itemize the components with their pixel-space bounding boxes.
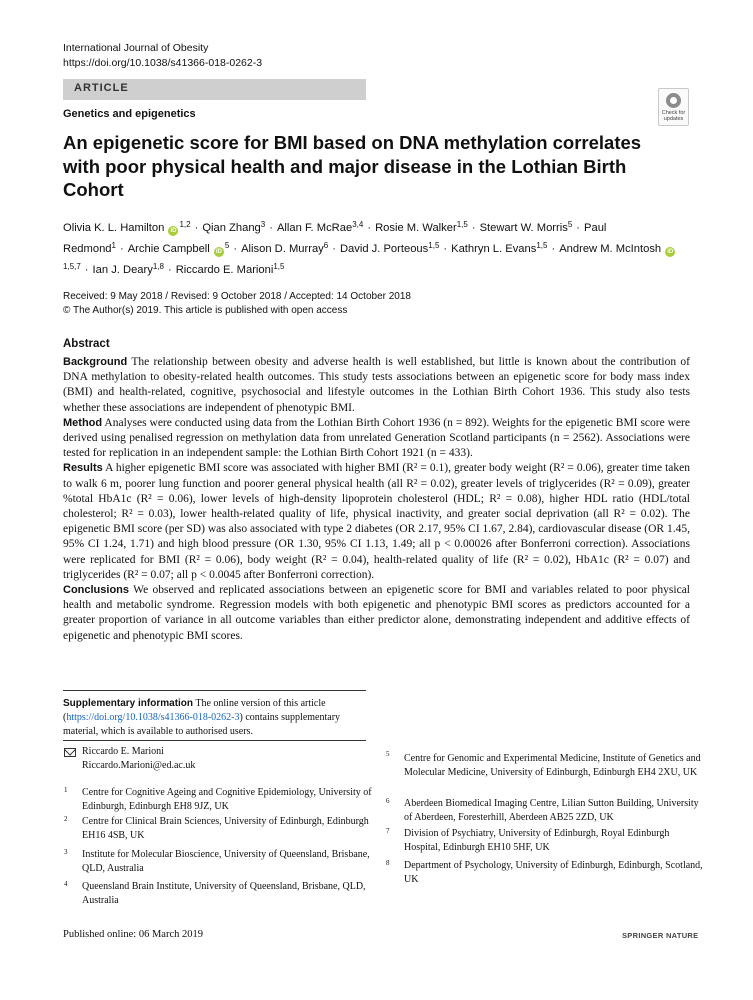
history-dates: Received: 9 May 2018 / Revised: 9 October 2018 / Accepted: 14 October 2018 [63, 291, 411, 302]
author-affiliation-ref: 1 [111, 241, 116, 250]
author-name[interactable]: Paul Redmond [63, 222, 607, 255]
affiliation-number: 1 [64, 786, 68, 794]
author-separator: · [167, 264, 172, 276]
article-title: An epigenetic score for BMI based on DNA methylation correlates with poor physical health and major disease in the Lothian Birth Cohort [63, 132, 642, 200]
affiliation-text: Department of Psychology, University of Edinburgh, Edinburgh, Scotland, UK [404, 860, 703, 885]
affiliation-text: Queensland Brain Institute, University of Queensland, Brisbane, QLD, Australia [82, 881, 366, 906]
affiliation-number: 7 [386, 827, 390, 835]
author-list [63, 216, 703, 279]
affiliation-number: 3 [64, 848, 68, 856]
author-name[interactable]: Qian Zhang [202, 222, 261, 234]
author-name[interactable]: Archie Campbell [127, 243, 210, 255]
author-name[interactable]: Stewart W. Morris [479, 222, 568, 234]
author-separator: · [233, 243, 238, 255]
footnote-divider [63, 740, 366, 741]
author-name[interactable]: Andrew M. McIntosh [559, 243, 662, 255]
author-name[interactable]: David J. Porteous [339, 243, 429, 255]
affiliation-text: Aberdeen Biomedical Imaging Centre, Lilian Sutton Building, University of Aberdeen, Foresterhill, Aberdeen AB25 2ZD, UK [404, 798, 699, 823]
affiliation-number: 2 [64, 815, 68, 823]
author-separator: · [367, 222, 372, 234]
author-affiliation-ref: 5 [224, 241, 230, 250]
affiliation-number: 5 [386, 750, 390, 758]
author-name[interactable]: Alison D. Murray [241, 243, 324, 255]
affiliation-number: 4 [64, 880, 68, 888]
author-name[interactable]: Ian J. Deary [92, 264, 153, 276]
author-name[interactable]: Kathryn L. Evans [451, 243, 537, 255]
author-affiliation-ref: 5 [567, 220, 573, 229]
abstract-body [63, 355, 690, 644]
author-affiliation-ref: 1,8 [152, 262, 164, 271]
author-affiliation-ref: 1,5 [428, 241, 440, 250]
author-name[interactable]: Olivia K. L. Hamilton [63, 222, 165, 234]
author-affiliation-ref: 3 [260, 220, 266, 229]
author-separator: · [443, 243, 448, 255]
abstract-label: Results [63, 462, 103, 475]
supplementary-label: Supplementary information [63, 698, 194, 709]
publisher-logo: SPRINGER NATURE [622, 931, 699, 940]
envelope-icon [64, 748, 76, 757]
abstract-label: Conclusions [63, 584, 130, 597]
author-affiliation-ref: 3,4 [352, 220, 364, 229]
affiliation-number: 6 [386, 797, 390, 805]
abstract-method [63, 416, 690, 462]
check-for-updates-badge[interactable] [658, 88, 689, 126]
author-name[interactable]: Riccardo E. Marioni [175, 264, 274, 276]
author-separator: · [119, 243, 124, 255]
supplementary-info [63, 697, 368, 739]
abstract-label: Background [63, 356, 128, 368]
supplementary-text: ) contains supplementary material, which is available to authorised users. [63, 712, 341, 737]
author-separator: · [84, 264, 89, 276]
abstract-results [63, 461, 690, 583]
section-label: Genetics and epigenetics [63, 108, 196, 120]
supplementary-text: The online version of this article ( [63, 698, 326, 723]
author-affiliation-ref: 1,5 [456, 220, 468, 229]
abstract-background [63, 355, 690, 416]
author-affiliation-ref: 6 [323, 241, 329, 250]
doi-link[interactable]: https://doi.org/10.1038/s41366-018-0262-3 [63, 57, 263, 69]
supplementary-divider [63, 690, 366, 691]
author-affiliation-ref: 1,5,7 [63, 262, 81, 271]
orcid-icon[interactable]: iD [215, 249, 222, 255]
affiliation-text: Centre for Genomic and Experimental Medicine, Institute of Genetics and Molecular Medicine, University of Edinburgh, Edinburgh EH4 2XU, UK [404, 753, 701, 778]
author-affiliation-ref: 1,2 [179, 220, 191, 229]
orcid-icon[interactable]: iD [170, 228, 177, 234]
author-separator: · [332, 243, 336, 255]
author-name[interactable]: Rosie M. Walker [375, 222, 457, 234]
abstract-text: We observed and replicated associations between an epigenetic score for BMI and variables related to poor physical health and metabolic syndrome. Regression models with both epigenetic and phenotypic BMI scores as predictors accounted for a greater proportion of variance in all outcome variables than either predictor alone, demonstrating independent and additive effects of epigenetic and phenotypic BMI scores. [63, 584, 690, 642]
author-separator: · [576, 222, 581, 234]
affiliation-number: 8 [386, 859, 390, 867]
affiliation-text: Division of Psychiatry, University of Edinburgh, Royal Edinburgh Hospital, Edinburgh EH10 5HF, UK [404, 828, 670, 853]
author-affiliation-ref: 1,5 [536, 241, 548, 250]
badge-text: Check for updates [661, 110, 686, 122]
abstract-conclusions [63, 583, 690, 644]
affiliation-text: Centre for Clinical Brain Sciences, University of Edinburgh, Edinburgh EH16 4SB, UK [82, 816, 369, 841]
orcid-icon[interactable]: iD [667, 249, 674, 255]
abstract-label: Method [63, 416, 103, 429]
affiliation-text: Centre for Cognitive Ageing and Cognitive Epidemiology, University of Edinburgh, Edinburgh EH8 9JZ, UK [82, 787, 372, 812]
author-separator: · [269, 222, 273, 234]
author-separator: · [471, 222, 476, 234]
abstract-text: A higher epigenetic BMI score was associated with higher BMI (R² = 0.1), greater body weight (R² = 0.06), greater time taken to walk 6 m, poorer lung function and poorer general physical health (all R² = 0.02), greater levels of triglycerides (R² = 0.09), greater %total HbA1c (R² = 0.06), lower levels of high-density lipoprotein cholesterol (HDL; R² = 0.08), higher HDL ratio (HDL/total cholesterol; R² = 0.03), lower health-related quality of life, physical inactivity, and greater social deprivation (all R² = 0.02). The epigenetic BMI score (per SD) was also associated with type 2 diabetes (OR 2.17, 95% CI 1.67, 2.84), cardiovascular disease (OR 1.45, 95% CI 1.24, 1.71) and high blood pressure (OR 1.30, 95% CI 1.13, 1.49; all p < 0.00026 after Bonferroni correction). Associations were replicated for BMI (R² = 0.06), body weight (R² = 0.04), health-related quality of life (R² = 0.02), HbA1c (R² = 0.07) and triglycerides (R² = 0.07; all p < 0.0045 after Bonferroni correction). [63, 462, 691, 581]
license-statement: © The Author(s) 2019. This article is published with open access [63, 305, 348, 316]
affiliation-text: Institute for Molecular Bioscience, University of Queensland, Brisbane, QLD, Australia [82, 849, 370, 874]
abstract-text: The relationship between obesity and adverse health is well established, but little is known about the contribution of DNA methylation to obesity-related health outcomes. This study tests associations between an epigenetic score for body mass index (BMI) and health-related, cognitive, psychosocial and lifestyle outcomes in the Lothian Birth Cohort 1936. This study also tests whether these associations are independent of phenotypic BMI. [63, 356, 690, 414]
published-date: Published online: 06 March 2019 [63, 929, 203, 940]
abstract-text: Analyses were conducted using data from the Lothian Birth Cohort 1936 (n = 892). Weights for the epigenetic BMI score were derived using penalised regression on methylation data from unrelated Generation Scotland participants (n = 2562). Associations were tested for replication in an independent sample: the Lothian Birth Cohort 1921 (n = 433). [63, 416, 690, 460]
author-separator: · [551, 243, 556, 255]
update-check-icon [666, 93, 681, 108]
supplementary-link[interactable]: https://doi.org/10.1038/s41366-018-0262-3 [66, 712, 240, 723]
correspondence-email[interactable]: Riccardo.Marioni@ed.ac.uk [82, 760, 196, 771]
article-type-label: ARTICLE [74, 82, 129, 94]
journal-name: International Journal of Obesity [63, 42, 209, 54]
abstract-heading: Abstract [63, 338, 110, 350]
author-affiliation-ref: 1,5 [273, 262, 285, 271]
correspondence-name: Riccardo E. Marioni [82, 746, 164, 757]
author-name[interactable]: Allan F. McRae [276, 222, 353, 234]
author-separator: · [194, 222, 199, 234]
